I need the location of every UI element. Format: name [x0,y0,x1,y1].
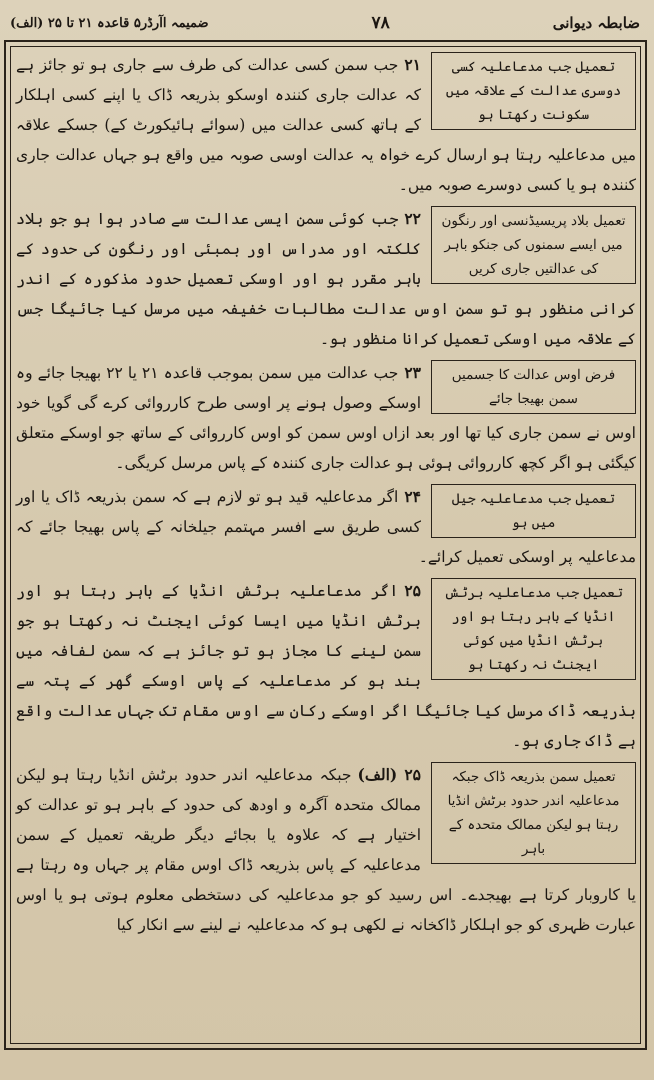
section-number: ۲۲ [404,209,421,228]
page-body [16,50,636,1040]
header-book-title: ضابطہ دیوانی [552,14,640,32]
section-body: جبکہ مدعاعلیہ اندر حدود برٹش انڈیا رہتا ہو لیکن ممالک متحدہ آگرہ و اودھ کی حدود کے باہر ہو تو عدالت کو اختیار ہے کہ علاوہ یا بجائے دیگر طریقہ تعمیل کے سمن مدعاعلیہ کے پاس بذریعہ ڈاک اوس مقام پر جہاں وہ رہتا ہے یا کاروبار کرتا ہے بھیجدے۔ اس رسید کو جو مدعاعلیہ کی دستخطی معلوم ہوتی ہو یا اوس عبارت ظہری کو جو اہلکار ڈاکخانہ نے لکھی ہو کہ مدعاعلیہ نے لینے سے انکار کیا [16,766,636,934]
section-number: ۲۳ [404,363,421,382]
section-25-alif [16,760,636,940]
section-body: جب عدالت میں سمن بموجب قاعدہ ۲۱ یا ۲۲ بھیجا جائے وہ اوسکے وصول ہونے پر اوسی طرح کارروائی کرے گی گویا خود اوس نے سمن جاری کیا تھا اور بعد ازاں اوس سمن کو اوس کارروائی کے ساتھ جو اوسکے متعلق کیگئی ہو اگر کچھ کارروائی ہوئی ہو عدالت جاری کنندہ کے پاس مرسل کریگی۔ [16,364,636,472]
page-number: ۷۸ [371,13,390,33]
section-number: ۲۵ (الف) [357,765,421,784]
section-body: اگر مدعاعلیہ برٹش انڈیا کے باہر رہتا ہو اور برٹش انڈیا میں ایسا کوئی ایجنٹ نہ رکھتا ہو جو سمن لینے کا مجاز ہو تو جائز ہے کہ سمن لفافہ میں بند ہو کر مدعاعلیہ کے پاس اوسکے گھر کے پتہ سے بذریعہ ڈاک مرسل کیا جائیگا اگر اوسکے رکان سے اوس مقام تک جہاں عدالت واقع ہے ڈاک جاری ہو۔ [16,582,636,750]
section-number: ۲۴ [404,487,421,506]
section-25 [16,576,636,756]
header-section-ref: ضمیمہ اآرڈر۵ قاعدہ ۲۱ تا ۲۵ (الف) [10,15,209,31]
margin-note: تعمیل بلاد پریسیڈنسی اور رنگون میں ایسے سمنوں کی جنکو باہر کی عدالتیں جاری کریں [431,206,636,284]
section-body: جب سمن کسی عدالت کی طرف سے جاری ہو تو جائز ہے کہ عدالت جاری کنندہ اوسکو بذریعہ ڈاک یا اپنے کسی اہلکار کے ہاتھ کسی عدالت میں (سوائے ہائیکورٹ کے) جسکے علاقہ میں مدعاعلیہ رہتا ہو ارسال کرے خواہ یہ عدالت اوسی صوبہ میں واقع ہو جہاں عدالت جاری کنندہ ہو یا کسی دوسرے صوبہ میں۔ [16,56,636,194]
section-body: اگر مدعاعلیہ قید ہو تو لازم ہے کہ سمن بذریعہ ڈاک یا اور کسی طریق سے افسر مہتمم جیلخانہ کے پاس بھیجا جائے کہ مدعاعلیہ پر اوسکی تعمیل کرائے۔ [16,488,636,566]
margin-note: تعمیل جب مدعاعلیہ جیل میں ہو [431,484,636,538]
section-number: ۲۵ [404,581,421,600]
section-24 [16,482,636,572]
margin-note: تعمیل جب مدعاعلیہ کسی دوسری عدالت کے علاقہ میں سکونت رکھتا ہو [431,52,636,130]
section-21 [16,50,636,200]
section-22 [16,204,636,354]
section-number: ۲۱ [404,55,421,74]
section-body: جب کوئی سمن ایسی عدالت سے صادر ہوا ہو جو بلاد کلکتہ اور مدراس اور بمبئی اور رنگون کی حدود کے باہر مقرر ہو اور اوسکی تعمیل حدود مذکورہ کے اندر کرانی منظور ہو تو سمن اوس عدالت مطالبات خفیفہ میں مرسل کیا جائیگا جس کے علاقہ میں اوسکی تعمیل کرانا منظور ہو۔ [16,210,636,348]
page-header [10,8,640,38]
margin-note: تعمیل جب مدعاعلیہ برٹش انڈیا کے باہر رہتا ہو اور برٹش انڈیا میں کوئی ایجنٹ نہ رکھتا ہو [431,578,636,680]
margin-note: فرض اوس عدالت کا جسمیں سمن بھیجا جائے [431,360,636,414]
margin-note: تعمیل سمن بذریعہ ڈاک جبکہ مدعاعلیہ اندر حدود برٹش انڈیا رہتا ہو لیکن ممالک متحدہ کے باہر [431,762,636,864]
section-23 [16,358,636,478]
